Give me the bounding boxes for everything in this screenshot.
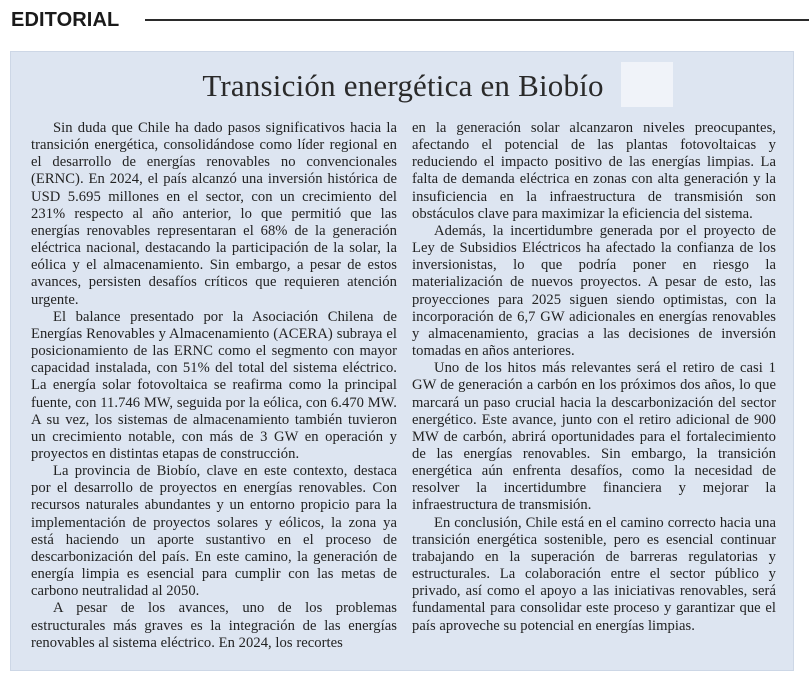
section-label: EDITORIAL	[11, 9, 120, 31]
paragraph: La provincia de Biobío, clave en este contexto, destaca por el desarrollo de proyectos en energías renovables. Con recursos naturales abundantes y un entorno propicio para la implementación de proyectos solares y eólicos, la zona ya está haciendo un aporte sustantivo en el proceso de descarbonización del país. En este camino, la generación de energía limpia es esencial para cumplir con las metas de carbono neutralidad al 2050.	[31, 463, 397, 600]
paragraph: A pesar de los avances, uno de los problemas estructurales más graves es la integración de las energías renovables al sistema eléctrico. En 2024, los recortes	[31, 600, 397, 651]
paragraph: Uno de los hitos más relevantes será el retiro de casi 1 GW de generación a carbón en los próximos dos años, lo que marcará un paso crucial hacia la descarbonización del sector energético. Este avance, junto con el retiro adicional de 900 MW de carbón, abrirá oportunidades para el fortalecimiento de las energías renovables. Sin embargo, la transición energética aún enfrenta desafíos, como la necesidad de resolver la incertidumbre financiera y mejorar la infraestructura de transmisión.	[412, 360, 776, 514]
paragraph: En conclusión, Chile está en el camino correcto hacia una transición energética sostenible, pero es esencial continuar trabajando en la superación de barreras regulatorias y estructurales. La colaboración entre el sector público y privado, así como el apoyo a las iniciativas renovables, será fundamental para consolidar este proceso y garantizar que el país aproveche su potencial en energías limpias.	[412, 514, 776, 634]
paragraph: Además, la incertidumbre generada por el proyecto de Ley de Subsidios Eléctricos ha afectado la confianza de los inversionistas, lo que podría poner en riesgo la materialización de nuevos proyectos. A pesar de esto, las proyecciones para 2025 siguen siendo optimistas, con la incorporación de 6,7 GW adicionales en energías renovables y almacenamiento, gracias a las decisiones de inversión tomadas en años anteriores.	[412, 222, 776, 360]
paragraph: El balance presentado por la Asociación Chilena de Energías Renovables y Almacenamiento (ACERA) subraya el posicionamiento de las ERNC como el segmento con mayor capacidad instalada, con 51% del total del sistema eléctrico. La energía solar fotovoltaica se reafirma como la principal fuente, con 11.746 MW, seguida por la eólica, con 6.470 MW. A su vez, los sistemas de almacenamiento también tuvieron un crecimiento notable, con más de 3 GW en operación y proyectos en distintas etapas de construcción.	[31, 308, 397, 462]
section-header	[0, 0, 809, 42]
article-column-left	[31, 120, 397, 652]
article-column-right	[412, 120, 776, 635]
editorial-panel	[10, 51, 794, 671]
article-title: Transición energética en Biobío	[202, 68, 604, 103]
paragraph: Sin duda que Chile ha dado pasos significativos hacia la transición energética, consolidándose como líder regional en el desarrollo de energías renovables no convencionales (ERNC). En 2024, el país alcanzó una inversión histórica de USD 5.695 millones en el sector, con un crecimiento del 231% respecto al año anterior, lo que permitió que las energías renovables representaran el 68% de la generación eléctrica nacional, destacando la participación de la solar, la eólica y el almacenamiento. Sin embargo, a pesar de estos avances, persisten desafíos críticos que requieren atención urgente.	[31, 120, 397, 308]
paragraph-continued: en la generación solar alcanzaron niveles preocupantes, afectando el potencial de las plantas fotovoltaicas y reduciendo el impacto positivo de las energías limpias. La falta de demanda eléctrica en zonas con alta generación y la insuficiencia en la infraestructura de transmisión son obstáculos clave para maximizar la eficiencia del sistema.	[412, 120, 776, 222]
section-divider	[145, 19, 809, 21]
